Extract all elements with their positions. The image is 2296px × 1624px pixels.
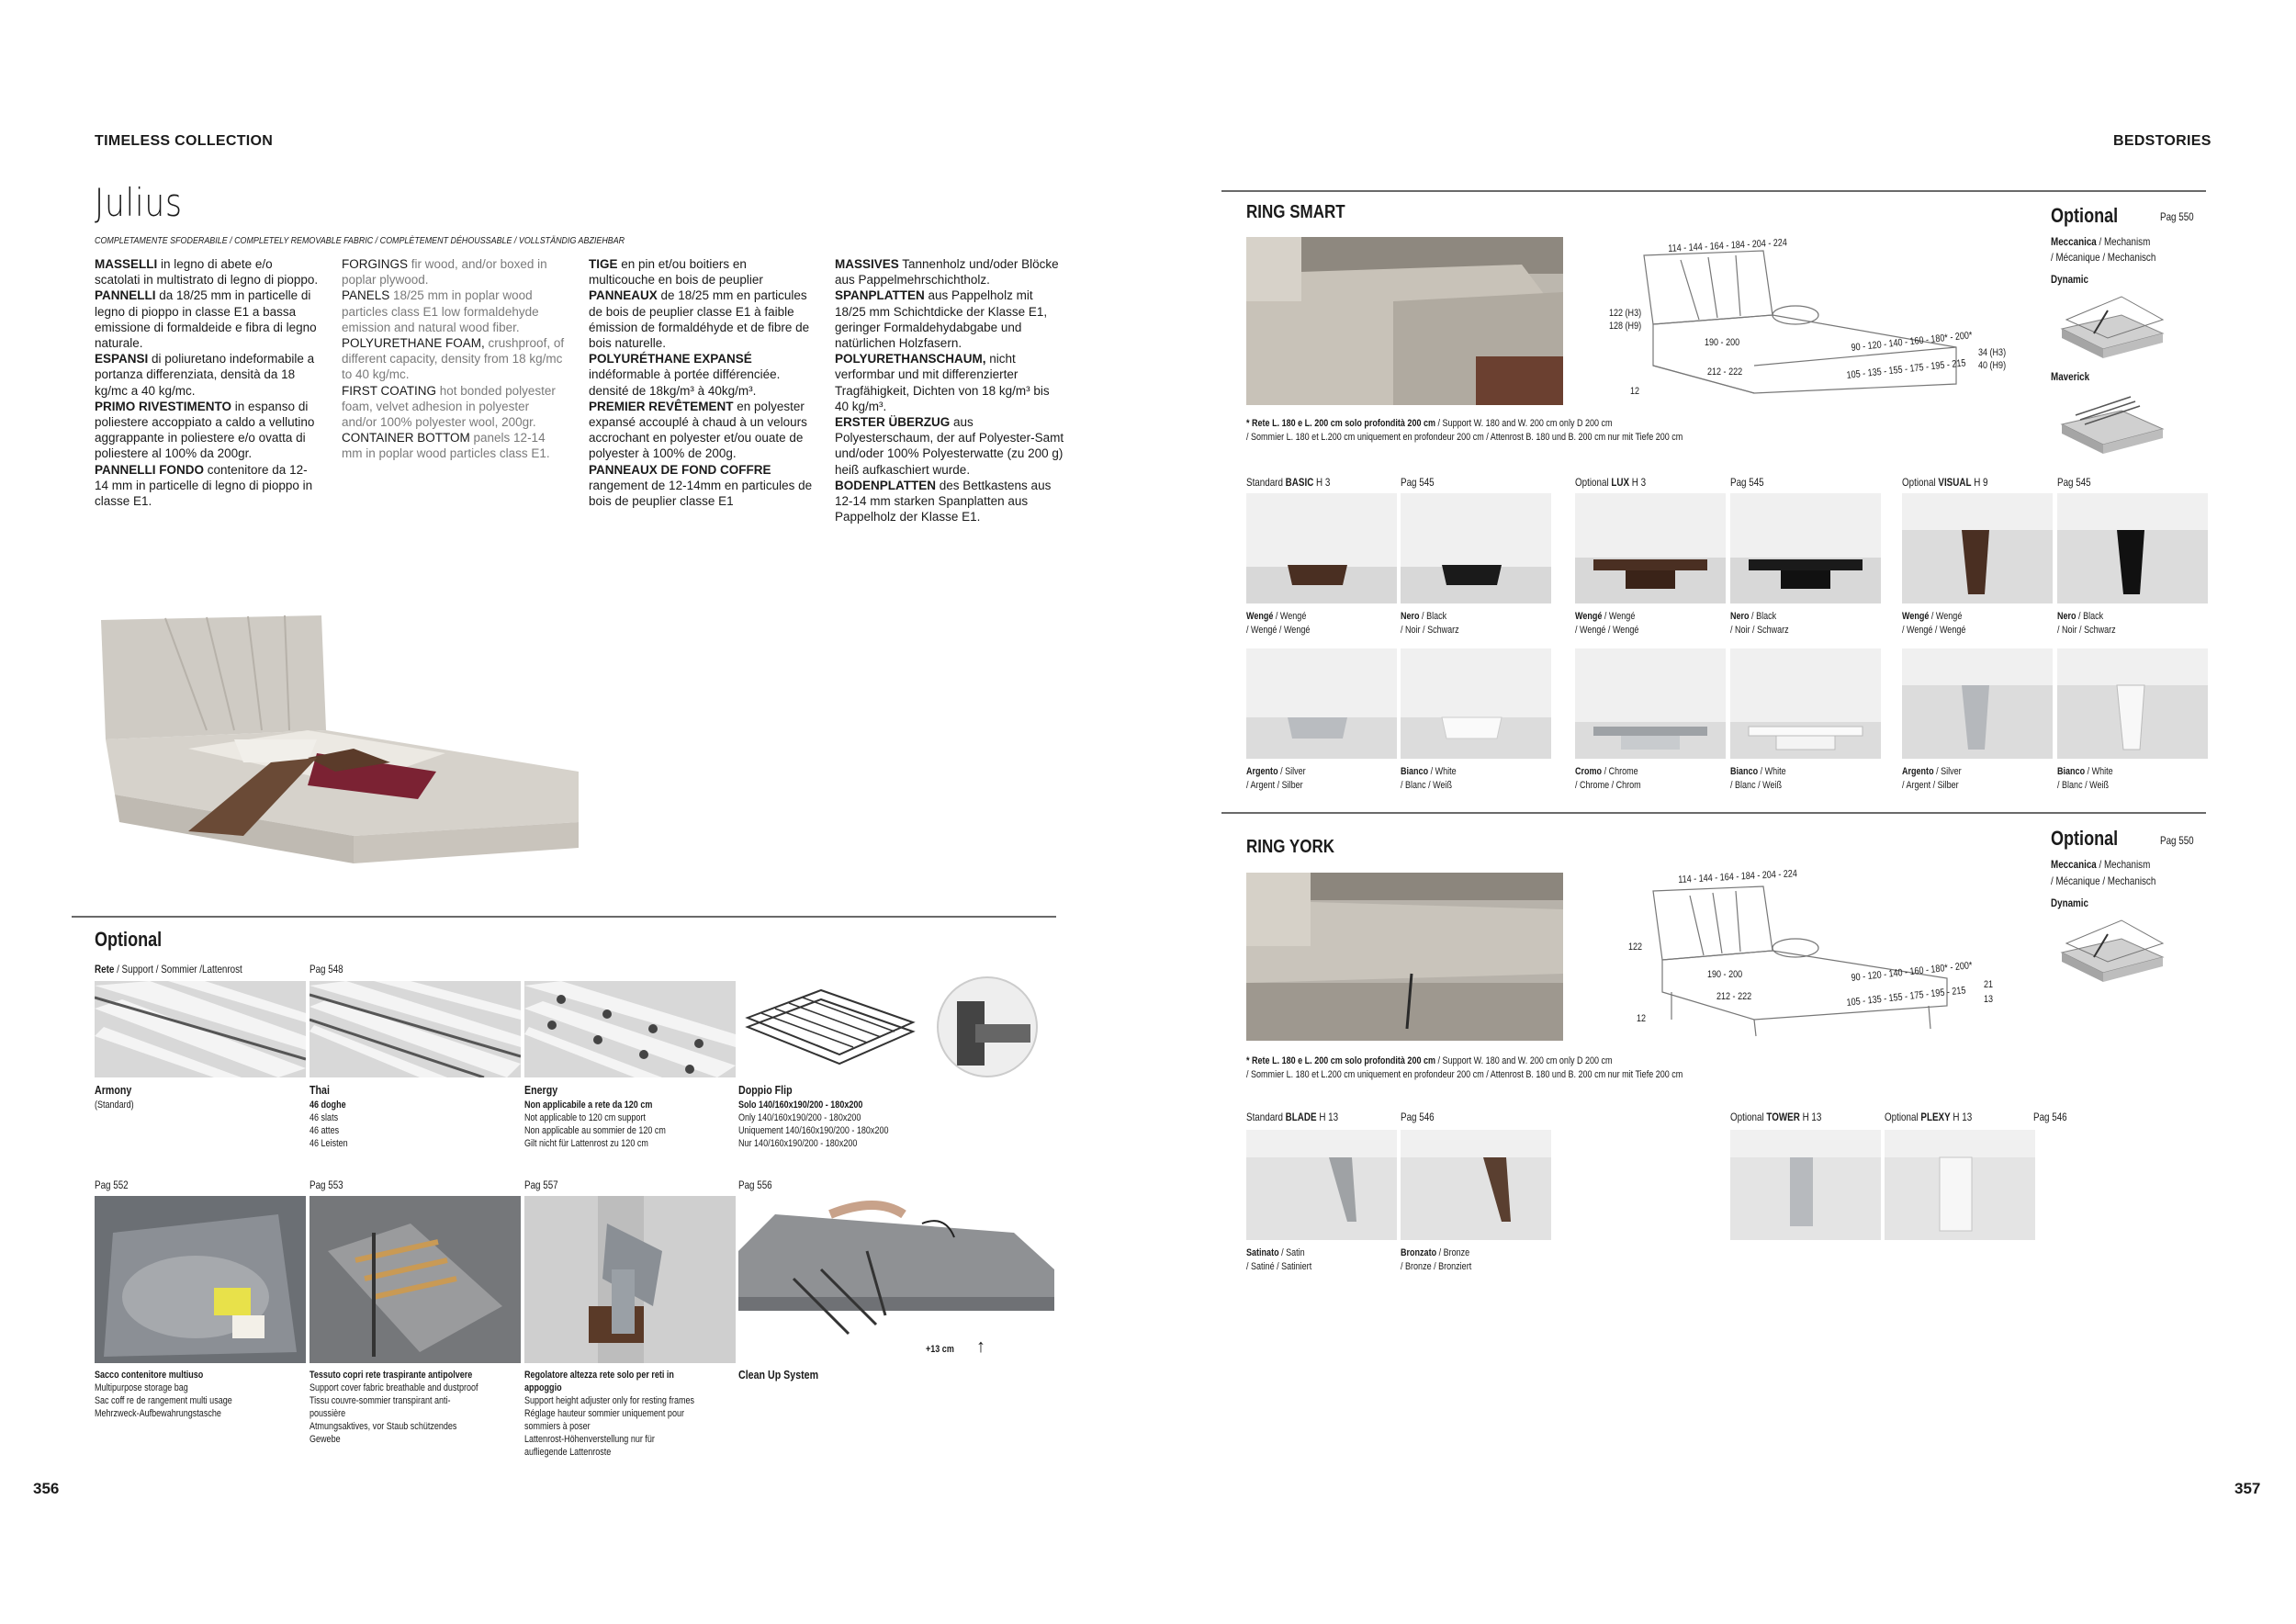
slat-caption-line: Not applicable to 120 cm support [524, 1112, 646, 1123]
description-paragraph [835, 256, 1064, 288]
accessory-page-ref: Pag 557 [524, 1179, 558, 1191]
ring-smart-dim-r2: 40 (H9) [1978, 360, 2007, 371]
description-text: di poliuretano indeformabile a portanza differenziata, densità da 18 kg/mc a 40 kg/mc. [95, 352, 315, 398]
description-text: panels 12-14 mm in poplar wood particles class E1. [342, 431, 550, 461]
foot-caption-line: / Argent / Silber [1902, 780, 1959, 791]
foot-plexy-header: Optional PLEXY H 13 [1885, 1111, 1973, 1123]
foot-blade-page-ref: Pag 546 [1401, 1111, 1435, 1123]
description-paragraph [589, 256, 814, 288]
rete-page-ref: Pag 548 [310, 963, 343, 976]
description-text: da 18/25 mm in particelle di legno di pioppo in classe E1 a bassa emissione di formaldeide e fibra di legno naturale. [95, 288, 317, 351]
description-english [342, 256, 567, 462]
description-paragraph [835, 414, 1064, 478]
collection-label: TIMELESS COLLECTION [95, 133, 274, 149]
ring-smart-dim-top: 114 - 144 - 164 - 184 - 204 - 224 [1668, 237, 1788, 254]
foot-lux-black-image [1730, 493, 1881, 603]
foot-caption: Argento / Silver [1902, 766, 1962, 777]
foot-lux-page-ref: Pag 545 [1730, 476, 1764, 489]
ring-york-dynamic-label: Dynamic [2051, 897, 2089, 909]
accessory-caption-line: Réglage hauteur sommier uniquement pour [524, 1408, 684, 1419]
foot-lux-header: Optional LUX H 3 [1575, 476, 1647, 489]
description-paragraph [95, 288, 320, 351]
foot-blade-satin-image [1246, 1130, 1397, 1240]
ring-york-dim-d1: 190 - 200 [1707, 969, 1743, 980]
description-text: aus Polyesterschaum, der auf Polyester-Samt und/oder 100% Polyesterwatte (zu 200 g) heiß aufkaschiert wurde. [835, 415, 1064, 477]
foot-caption: Bronzato / Bronze [1401, 1247, 1470, 1258]
foot-lux-chrome-image [1575, 648, 1726, 759]
accessory-caption-line: poussière [310, 1408, 346, 1419]
foot-caption: Satinato / Satin [1246, 1247, 1305, 1258]
left-optional-heading: Optional [95, 928, 163, 951]
slat-caption-line: 46 Leisten [310, 1138, 348, 1149]
accessory-caption: Regolatore altezza rete solo per reti in [524, 1370, 674, 1381]
accessory-caption-line: Tissu couvre-sommier transpirant anti- [310, 1395, 451, 1406]
description-term: BODENPLATTEN [835, 478, 936, 492]
ring-smart-optional-page-ref: Pag 550 [2160, 210, 2194, 223]
description-term: SPANPLATTEN [835, 288, 925, 303]
foot-caption-line: / Noir / Schwarz [1730, 625, 1789, 636]
ring-smart-dim-h1: 122 (H3) [1609, 308, 1642, 319]
ring-smart-mechanism-label: Meccanica / Mechanism [2051, 235, 2151, 248]
description-paragraph [589, 351, 814, 399]
description-text: aus Pappelholz mit 18/25 mm Schichtdicke der Klasse E1, geringer Formaldehydabgabe und natürlichen Holzfasern. [835, 288, 1048, 351]
foot-caption-line: / Noir / Schwarz [2057, 625, 2116, 636]
page-number-right: 357 [2234, 1480, 2261, 1497]
foot-basic-white-image [1401, 648, 1551, 759]
ring-york-mechanism-label: Meccanica / Mechanism [2051, 858, 2151, 871]
accessory-caption-line: Multipurpose storage bag [95, 1382, 188, 1393]
ring-york-photo [1246, 873, 1563, 1041]
description-paragraph [342, 335, 567, 383]
description-term: MASSELLI [95, 257, 158, 271]
slat-caption-line: 46 doghe [310, 1100, 346, 1111]
description-term: PANNELLI [95, 288, 156, 303]
description-term: FIRST COATING [342, 383, 437, 398]
description-german [835, 256, 1064, 524]
foot-plexy-page-ref: Pag 546 [2033, 1111, 2067, 1123]
slat-caption: Armony [95, 1083, 132, 1097]
ring-york-dim-h1: 122 [1628, 942, 1643, 953]
slat-doppio-flip-image [738, 981, 950, 1077]
clean-up-lift-label: +13 cm [926, 1344, 954, 1355]
ring-york-dim-d2: 212 - 222 [1716, 991, 1752, 1002]
foot-basic-header: Standard BASIC H 3 [1246, 476, 1331, 489]
description-paragraph [589, 399, 814, 462]
foot-tower-header: Optional TOWER H 13 [1730, 1111, 1822, 1123]
accessory-page-ref: Pag 556 [738, 1179, 772, 1191]
description-text: hot bonded polyester foam, velvet adhesion in polyester and/or 100% polyester wool, 200gr. [342, 383, 556, 430]
foot-tower-image [1730, 1130, 1881, 1240]
clean-up-system-photo [738, 1196, 1054, 1363]
ring-york-mechanism-line: / Mécanique / Mechanisch [2051, 874, 2156, 887]
foot-caption: Cromo / Chrome [1575, 766, 1638, 777]
description-text: en polyester expansé accouplé à chaud à un velours accrochant en polyester et/ou ouate de polyester à 100% de 200g. [589, 399, 807, 461]
accessory-caption-line: Support height adjuster only for resting frames [524, 1395, 695, 1406]
product-title: Julius [95, 180, 183, 225]
page-number-left: 356 [33, 1480, 60, 1497]
product-subtitle: COMPLETAMENTE SFODERABILE / COMPLETELY REMOVABLE FABRIC / COMPLÈTEMENT DÉHOUSSABLE / VOLLSTÄNDIG ABZIEHBAR [95, 235, 625, 246]
accessory-caption: Sacco contenitore multiuso [95, 1370, 204, 1381]
foot-visual-black-image [2057, 493, 2208, 603]
slat-caption: Energy [524, 1083, 558, 1097]
foot-caption: Nero / Black [1730, 611, 1777, 622]
slat-caption-line: Uniquement 140/160x190/200 - 180x200 [738, 1125, 889, 1136]
foot-caption-line: / Blanc / Weiß [1730, 780, 1782, 791]
description-paragraph [342, 383, 567, 431]
arrow-up-icon: ↑ [976, 1336, 985, 1357]
ring-york-dim-b: 12 [1637, 1013, 1647, 1024]
foot-caption: Bianco / White [2057, 766, 2113, 777]
foot-basic-page-ref: Pag 545 [1401, 476, 1435, 489]
foot-basic-wenge-image [1246, 493, 1397, 603]
ring-smart-mechanism-line: / Mécanique / Mechanisch [2051, 251, 2156, 264]
foot-caption-line: / Wengé / Wengé [1902, 625, 1966, 636]
description-text: rangement de 12-14mm en particules de bois de peuplier classe E1 [589, 478, 813, 509]
slat-armony-image [95, 981, 306, 1077]
rete-label: Rete / Support / Sommier /Lattenrost [95, 963, 242, 976]
ring-york-dim-r1: 21 [1984, 979, 1994, 990]
accessory-caption-line: Sac coff re de rangement multi usage [95, 1395, 232, 1406]
accessory-caption-line: Support cover fabric breathable and dustproof [310, 1382, 478, 1393]
description-paragraph [95, 462, 320, 510]
julius-bed-photo [78, 602, 592, 877]
description-term: PREMIER REVÊTEMENT [589, 399, 734, 413]
description-term: POLYURETHANSCHAUM, [835, 352, 986, 367]
description-french [589, 256, 814, 509]
description-paragraph [95, 256, 320, 288]
foot-visual-wenge-image [1902, 493, 2053, 603]
slat-thai-image [310, 981, 521, 1077]
ring-york-note: * Rete L. 180 e L. 200 cm solo profondità 200 cm / Support W. 180 and W. 200 cm only D 200 cm [1246, 1055, 1613, 1066]
description-paragraph [835, 288, 1064, 351]
accessory-page-ref: Pag 552 [95, 1179, 129, 1191]
description-text: fir wood, and/or boxed in poplar plywood. [342, 257, 547, 288]
foot-blade-bronze-image [1401, 1130, 1551, 1240]
description-text: Tannenholz und/oder Blöcke aus Pappelmehrschichtholz. [835, 257, 1059, 288]
ring-smart-note: * Rete L. 180 e L. 200 cm solo profondità 200 cm / Support W. 180 and W. 200 cm only D 200 cm [1246, 418, 1613, 429]
description-text: de 18/25 mm en particules de bois de peuplier classe E1 à faible émission de formaldéhyde et de fibre de bois naturelle. [589, 288, 810, 351]
description-paragraph [95, 351, 320, 399]
ring-york-optional-page-ref: Pag 550 [2160, 834, 2194, 847]
ring-york-dim-r2: 13 [1984, 994, 1994, 1005]
slat-caption-line: (Standard) [95, 1100, 134, 1111]
ring-smart-dim-d2: 212 - 222 [1707, 367, 1743, 378]
foot-caption: Nero / Black [1401, 611, 1447, 622]
description-text: des Bettkastens aus 12-14 mm starken Spanplatten aus Pappelholz der Klasse E1. [835, 478, 1052, 524]
description-term: FORGINGS [342, 257, 409, 271]
ring-york-optional-heading: Optional [2051, 827, 2119, 850]
doppio-flip-detail-image [937, 976, 1038, 1077]
description-term: CONTAINER BOTTOM [342, 431, 470, 445]
foot-visual-white-image [2057, 648, 2208, 759]
accessory-caption-line: Mehrzweck-Aufbewahrungstasche [95, 1408, 221, 1419]
description-paragraph [342, 430, 567, 461]
foot-visual-silver-image [1902, 648, 2053, 759]
foot-caption: Bianco / White [1401, 766, 1457, 777]
ring-york-dim-top: 114 - 144 - 164 - 184 - 204 - 224 [1678, 868, 1798, 885]
dustproof-cover-photo [310, 1196, 521, 1363]
description-term: TIGE [589, 257, 618, 271]
foot-caption-line: / Wengé / Wengé [1246, 625, 1311, 636]
height-adjuster-photo [524, 1196, 736, 1363]
foot-caption-line: / Blanc / Weiß [2057, 780, 2109, 791]
ring-smart-dim-h2: 128 (H9) [1609, 321, 1642, 332]
slat-caption: Thai [310, 1083, 330, 1097]
ring-york-note-line: / Sommier L. 180 et L.200 cm uniquement en profondeur 200 cm / Attenrost B. 180 und B. 200 cm nur mit Tiefe 200 cm [1246, 1069, 1683, 1080]
foot-lux-white-image [1730, 648, 1881, 759]
slat-caption-line: 46 slats [310, 1112, 339, 1123]
slat-caption-line: Gilt nicht für Lattenrost zu 120 cm [524, 1138, 648, 1149]
ring-york-dimension-drawing [1598, 873, 2002, 1038]
description-text: contenitore da 12-14 mm in particelle di legno di pioppo in classe E1. [95, 462, 313, 509]
description-term: ERSTER ÜBERZUG [835, 415, 951, 430]
description-paragraph [589, 288, 814, 351]
description-term: ESPANSI [95, 352, 149, 367]
description-paragraph [589, 462, 814, 510]
description-term: POLYURÉTHANE EXPANSÉ [589, 352, 752, 367]
foot-basic-silver-image [1246, 648, 1397, 759]
foot-caption-line: / Wengé / Wengé [1575, 625, 1639, 636]
foot-caption: Argento / Silver [1246, 766, 1306, 777]
description-term: PRIMO RIVESTIMENTO [95, 399, 232, 413]
ring-york-dynamic-mechanism-image [2057, 916, 2167, 985]
slat-caption-line: Solo 140/160x190/200 - 180x200 [738, 1100, 863, 1111]
description-text: 18/25 mm in poplar wood particles class E1 low formaldehyde emission and natural wood fiber. [342, 288, 539, 334]
ring-smart-dim-w1: 90 - 120 - 140 - 160 - 180* - 200* [1851, 330, 1974, 354]
accessory-caption-line: Atmungsaktives, vor Staub schützendes [310, 1421, 457, 1432]
slat-caption-line: Non applicabile a rete da 120 cm [524, 1100, 653, 1111]
slat-caption: Doppio Flip [738, 1083, 793, 1097]
ring-smart-note-line: / Sommier L. 180 et L.200 cm uniquement en profondeur 200 cm / Attenrost B. 180 und B. 200 cm nur mit Tiefe 200 cm [1246, 432, 1683, 443]
description-term: MASSIVES [835, 257, 899, 271]
foot-caption-line: / Argent / Silber [1246, 780, 1303, 791]
ring-smart-dimension-drawing [1598, 237, 2002, 402]
ring-smart-photo [1246, 237, 1563, 405]
accessory-caption-line: Gewebe [310, 1434, 341, 1445]
accessory-caption: Clean Up System [738, 1368, 819, 1382]
ring-smart-optional-heading: Optional [2051, 204, 2119, 227]
description-paragraph [342, 256, 567, 288]
brand-label: BEDSTORIES [2113, 133, 2212, 149]
accessory-caption-line: sommiers à poser [524, 1421, 591, 1432]
maverick-label: Maverick [2051, 370, 2090, 383]
ring-smart-dim-r1: 34 (H3) [1978, 347, 2007, 358]
foot-caption-line: / Chrome / Chrom [1575, 780, 1641, 791]
dynamic-mechanism-image [2057, 292, 2167, 361]
foot-caption: Wengé / Wengé [1575, 611, 1636, 622]
description-term: POLYURETHANE FOAM, [342, 336, 485, 351]
description-text: en pin et/ou boitiers en multicouche en bois de peuplier [589, 257, 763, 288]
accessory-caption-line: appoggio [524, 1382, 562, 1393]
foot-caption: Wengé / Wengé [1246, 611, 1307, 622]
slat-caption-line: 46 attes [310, 1125, 340, 1136]
foot-plexy-image [1885, 1130, 2035, 1240]
maverick-mechanism-image [2057, 388, 2167, 457]
description-term: PANNEAUX DE FOND COFFRE [589, 462, 771, 477]
foot-basic-black-image [1401, 493, 1551, 603]
description-term: PANNEAUX [589, 288, 658, 303]
description-paragraph [835, 478, 1064, 525]
dynamic-label: Dynamic [2051, 273, 2089, 286]
ring-smart-dim-d1: 190 - 200 [1705, 337, 1740, 348]
description-text: in espanso di poliestere accoppiato a caldo a vellutino aggrappante in poliestere e/o ovatta di poliestere al 100% da 200gr. [95, 399, 315, 461]
accessory-caption-line: aufliegende Lattenroste [524, 1447, 612, 1458]
description-term: PANNELLI FONDO [95, 462, 204, 477]
foot-blade-header: Standard BLADE H 13 [1246, 1111, 1339, 1123]
foot-visual-header: Optional VISUAL H 9 [1902, 476, 1988, 489]
ring-york-dim-w2: 105 - 135 - 155 - 175 - 195 - 215 [1846, 985, 1967, 1009]
ring-smart-title: RING SMART [1246, 202, 1345, 222]
ring-york-title: RING YORK [1246, 837, 1335, 857]
foot-caption-line: / Noir / Schwarz [1401, 625, 1459, 636]
slat-energy-image [524, 981, 736, 1077]
accessory-caption: Tessuto copri rete traspirante antipolvere [310, 1370, 473, 1381]
description-text: nicht verformbar und mit differenzierter Tragfähigkeit, Dichten von 18 kg/m³ bis 40 kg/m³. [835, 352, 1050, 413]
accessory-caption-line: Lattenrost-Höhenverstellung nur für [524, 1434, 655, 1445]
slat-caption-line: Nur 140/160x190/200 - 180x200 [738, 1138, 858, 1149]
description-paragraph [95, 399, 320, 462]
slat-caption-line: Non applicable au sommier de 120 cm [524, 1125, 666, 1136]
slat-caption-line: Only 140/160x190/200 - 180x200 [738, 1112, 861, 1123]
description-paragraph [835, 351, 1064, 414]
foot-caption: Nero / Black [2057, 611, 2104, 622]
description-text: indéformable à portée différenciée. densité de 18kg/m³ à 40kg/m³. [589, 367, 781, 398]
description-paragraph [342, 288, 567, 335]
foot-visual-page-ref: Pag 545 [2057, 476, 2091, 489]
description-italian [95, 256, 320, 509]
description-text: in legno di abete e/o scatolati in multistrato di legno di pioppo. [95, 257, 319, 288]
ring-smart-dim-w2: 105 - 135 - 155 - 175 - 195 - 215 [1846, 357, 1967, 381]
description-text: crushproof, of different capacity, density from 18 kg/mc to 40 kg/mc. [342, 336, 565, 382]
foot-caption-line: / Blanc / Weiß [1401, 780, 1452, 791]
description-term: PANELS [342, 288, 390, 303]
foot-caption: Wengé / Wengé [1902, 611, 1963, 622]
storage-bag-photo [95, 1196, 306, 1363]
ring-smart-dim-b: 12 [1630, 386, 1640, 397]
foot-caption: Bianco / White [1730, 766, 1786, 777]
ring-york-dim-w1: 90 - 120 - 140 - 160 - 180* - 200* [1851, 960, 1974, 984]
foot-caption-line: / Satiné / Satiniert [1246, 1261, 1312, 1272]
foot-lux-wenge-image [1575, 493, 1726, 603]
accessory-page-ref: Pag 553 [310, 1179, 343, 1191]
foot-caption-line: / Bronze / Bronziert [1401, 1261, 1472, 1272]
